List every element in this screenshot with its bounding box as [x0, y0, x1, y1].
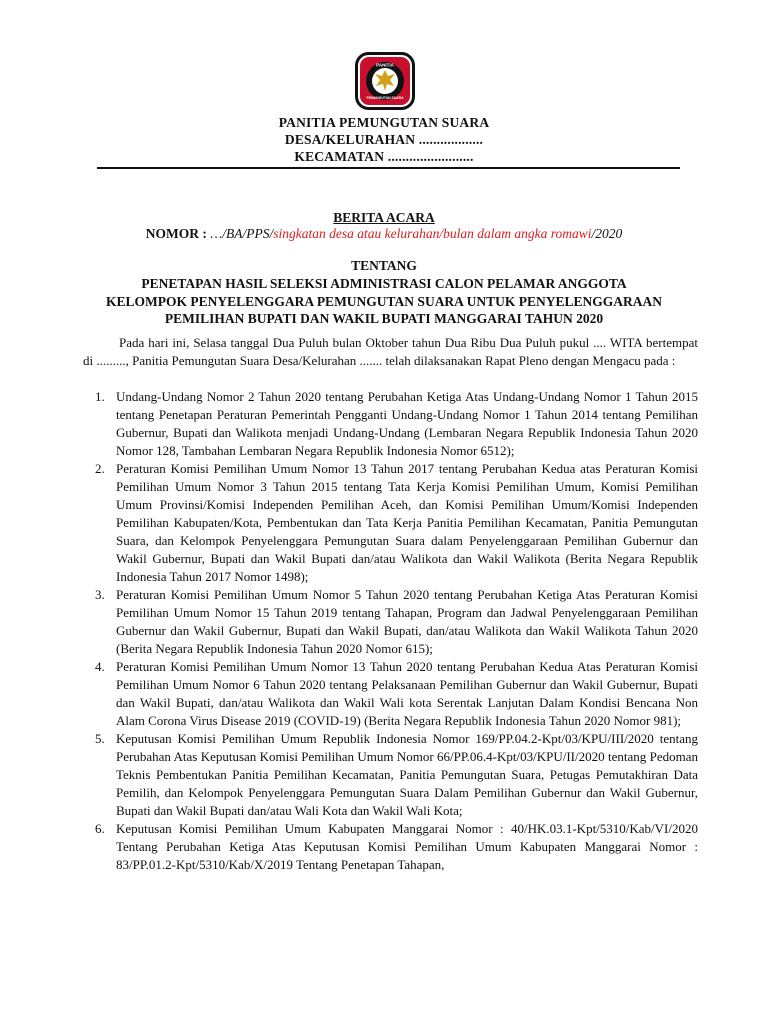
- list-item-number: 5.: [95, 731, 105, 746]
- document-title: BERITA ACARA: [333, 210, 435, 225]
- list-item-number: 6.: [95, 821, 105, 836]
- list-item: [83, 730, 698, 820]
- subject-line-1: PENETAPAN HASIL SELEKSI ADMINISTRASI CALON PELAMAR ANGGOTA: [141, 276, 627, 291]
- letterhead-line-3: KECAMATAN ........................: [294, 149, 474, 164]
- list-item-number: 3.: [95, 587, 105, 602]
- list-item: [83, 658, 698, 730]
- document-number-label: NOMOR :: [145, 226, 211, 241]
- document-number-placeholder: singkatan desa atau kelurahan/bulan dalam angka romawi: [273, 226, 592, 241]
- about-heading: TENTANG: [351, 258, 417, 273]
- document-subject: [60, 275, 708, 328]
- list-item: [83, 388, 698, 460]
- list-item: [83, 820, 698, 874]
- letterhead-divider: [97, 167, 680, 169]
- intro-paragraph: [83, 334, 698, 370]
- list-item: [83, 586, 698, 658]
- list-item-text: Undang-Undang Nomor 2 Tahun 2020 tentang Perubahan Ketiga Atas Undang-Undang Nomor 1 Tahun 2015 tentang Penetapan Peraturan Pemerintah Pengganti Undang-Undang Nomor 1 Tahun 2014 tentang Pemilihan Gubernur, Bupati dan Walikota menjadi Undang-Undang (Lembaran Negara Republik Indonesia Tahun 2020 Nomor 128, Tambahan Lembaran Negara Republik Indonesia Nomor 6512);: [116, 389, 698, 458]
- letterhead-line-1: PANITIA PEMUNGUTAN SUARA: [278, 115, 490, 130]
- legal-basis-list: [83, 388, 698, 874]
- list-item-text: Peraturan Komisi Pemilihan Umum Nomor 13 Tahun 2017 tentang Perubahan Kedua atas Peraturan Komisi Pemilihan Umum Nomor 3 Tahun 2015 tentang Tata Kerja Komisi Pemilihan Umum, Komisi Pemilihan Umum Provinsi/Komisi Independen Pemilihan Aceh, dan Komisi Pemilihan Umum/Komisi Independen Pemilihan Kabupaten/Kota, Pembentukan dan Tata Kerja Panitia Pemilihan Kecamatan, Panitia Pemungutan Suara, dan Kelompok Penyelenggara Pemungutan Suara dalam Penyelenggaraan Pemilihan Gubernur dan Wakil Gubernur, Bupati dan Wakil Bupati dan/atau Walikota dan Wakil Walikota (Berita Negara Republik Indonesia Tahun 2017 Nomor 1498);: [116, 461, 698, 584]
- logo-bottom-text: PEMUNGUTAN SUARA: [366, 96, 404, 100]
- list-item-number: 1.: [95, 389, 105, 404]
- list-item-text: Peraturan Komisi Pemilihan Umum Nomor 13 Tahun 2020 tentang Perubahan Kedua Atas Peraturan Komisi Pemilihan Umum Nomor 6 Tahun 2020 tentang Pelaksanaan Pemilihan Gubernur dan Wakil Gubernur, Bupati dan Wakil Bupati, dan/atau Walikota dan Wakil Wali kota Serentak Lanjutan Dalam Kondisi Bencana Non Alam Corona Virus Disease 2019 (COVID-19) (Berita Negara Republik Indonesia Tahun 2020 Nomor 981);: [116, 659, 698, 728]
- list-item: [83, 460, 698, 586]
- intro-text: Pada hari ini, Selasa tanggal Dua Puluh bulan Oktober tahun Dua Ribu Dua Puluh pukul .... WITA bertempat di ........., Panitia Pemungutan Suara Desa/Kelurahan ....... telah dilaksanakan Rapat Pleno dengan Mengacu pada :: [83, 335, 698, 368]
- document-number-year: /2020: [591, 226, 623, 241]
- document-number-prefix: …/BA/PPS/: [210, 226, 274, 241]
- list-item-number: 2.: [95, 461, 105, 476]
- letterhead-line-2: DESA/KELURAHAN ..................: [284, 132, 484, 147]
- logo-top-text: PANITIA: [376, 62, 394, 68]
- subject-line-2: KELOMPOK PENYELENGGARA PEMUNGUTAN SUARA UNTUK PENYELENGGARAAN: [106, 293, 662, 309]
- letterhead: [0, 114, 768, 165]
- pps-logo-icon: [355, 52, 415, 110]
- subject-line-3: PEMILIHAN BUPATI DAN WAKIL BUPATI MANGGARAI TAHUN 2020: [164, 311, 604, 326]
- document-number: [0, 226, 768, 242]
- list-item-text: Peraturan Komisi Pemilihan Umum Nomor 5 Tahun 2020 tentang Perubahan Ketiga Atas Peraturan Komisi Pemilihan Umum Nomor 15 Tahun 2019 tentang Tahapan, Program dan Jadwal Penyelenggaraan Pemilihan Gubernur dan Wakil Gubernur, Bupati dan Wakil Bupati, dan/atau Walikota dan Wakil Walikota Tahun 2020 (Berita Negara Republik Indonesia Tahun 2020 Nomor 615);: [116, 587, 698, 656]
- list-item-text: Keputusan Komisi Pemilihan Umum Kabupaten Manggarai Nomor : 40/HK.03.1-Kpt/5310/Kab/VI/2020 Tentang Perubahan Ketiga Atas Keputusan Komisi Pemilihan Umum Kabupaten Manggarai Nomor : 83/PP.01.2-Kpt/5310/Kab/X/2019 Tentang Penetapan Tahapan,: [116, 821, 698, 872]
- list-item-text: Keputusan Komisi Pemilihan Umum Republik Indonesia Nomor 169/PP.04.2-Kpt/03/KPU/III/2020 tentang Perubahan Atas Keputusan Komisi Pemilihan Umum Nomor 66/PP.06.4-Kpt/03/KPU/II/2020 tentang Pedoman Teknis Pembentukan Panitia Pemilihan Kecamatan, Panitia Pemungutan Suara, Petugas Pemutakhiran Data Pemilih, dan Kelompok Penyelenggara Pemungutan Suara Dalam Pemilihan Gubernur dan Wakil Gubernur, Bupati dan Wakil Bupati dan/atau Wali Kota dan Wakil Wali Kota;: [116, 731, 698, 818]
- list-item-number: 4.: [95, 659, 105, 674]
